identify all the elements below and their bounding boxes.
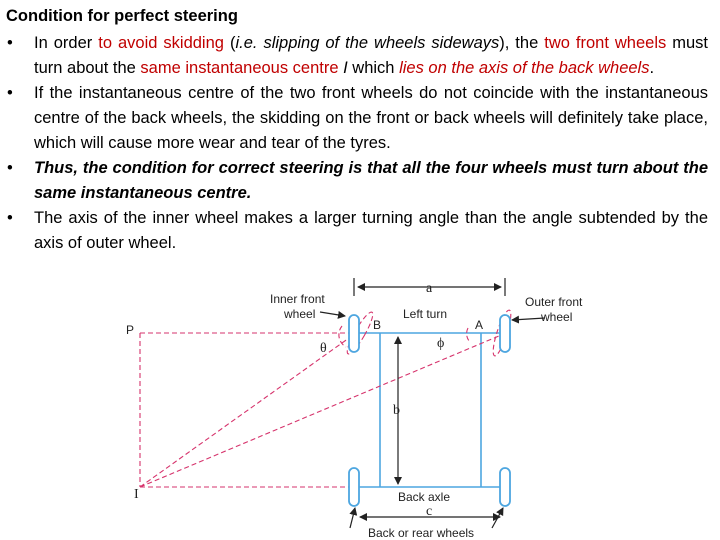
italic-segment: I [338,59,348,77]
bullet-text: If the instantaneous centre of the two front wheels do not coincide with the instantaneous centre of the back wheels, the skidding on the front or back wheels will definitely take place, which will cause more wear and tear of the tyres. [34,84,708,152]
label-phi: ϕ [437,336,445,351]
bullet-dot: • [7,209,13,227]
text-segment: In order [34,34,99,52]
phi-arc [467,328,470,342]
bullet-text: Thus, the condition for correct steering is that all the four wheels must turn about the same instantaneous centre. [34,159,708,202]
theta-arc [339,326,346,347]
label-A: A [475,318,484,332]
label-I: I [134,487,139,502]
label-outer-front-1: Outer front [525,295,583,309]
page-title: Condition for perfect steering [6,7,238,25]
back-wheel-pointer-left [350,508,355,528]
bullet-dot: • [7,84,13,102]
text-segment: ( [223,34,236,52]
label-P: P [126,323,135,337]
italic-segment: i.e. slipping of the wheels sideways [235,34,500,52]
label-a: a [426,281,433,296]
label-b: b [393,403,400,418]
label-left-turn: Left turn [403,307,448,321]
highlight-red: to avoid skidding [98,34,224,52]
label-inner-front-2: wheel [284,307,316,321]
dashed-line-inner-axis [140,333,356,487]
label-inner-front-1: Inner front [270,292,325,306]
outer-front-wheel [500,315,510,352]
bullet-text: The axis of the inner wheel makes a larger turning angle than the angle subtended by the axis of outer wheel. [34,209,708,252]
bullet-dot: • [7,34,13,52]
bullet-dot: • [7,159,13,177]
label-back-axle: Back axle [398,490,451,504]
construction-lines [140,309,514,487]
inner-wheel-pointer [320,312,345,316]
highlight-red: same instantaneous centre [140,59,339,77]
highlight-red: two front wheels [544,34,667,52]
back-wheel-pointer-right [492,508,503,528]
label-theta: θ [320,341,327,356]
text-segment: must turn about the [34,34,709,77]
label-outer-front-2: wheel [541,310,573,324]
wheels [349,315,510,506]
text-segment: ), the [499,34,545,52]
highlight-red-italic: lies on the axis of the back wheels [399,59,650,77]
text-segment: which [347,59,400,77]
label-B: B [373,318,382,332]
label-c: c [426,504,433,519]
back-right-wheel [500,468,510,506]
text-segment: . [649,59,655,77]
back-left-wheel [349,468,359,506]
inner-front-wheel [349,315,359,352]
label-back-wheels: Back or rear wheels [368,526,475,540]
vehicle-frame [354,333,505,487]
